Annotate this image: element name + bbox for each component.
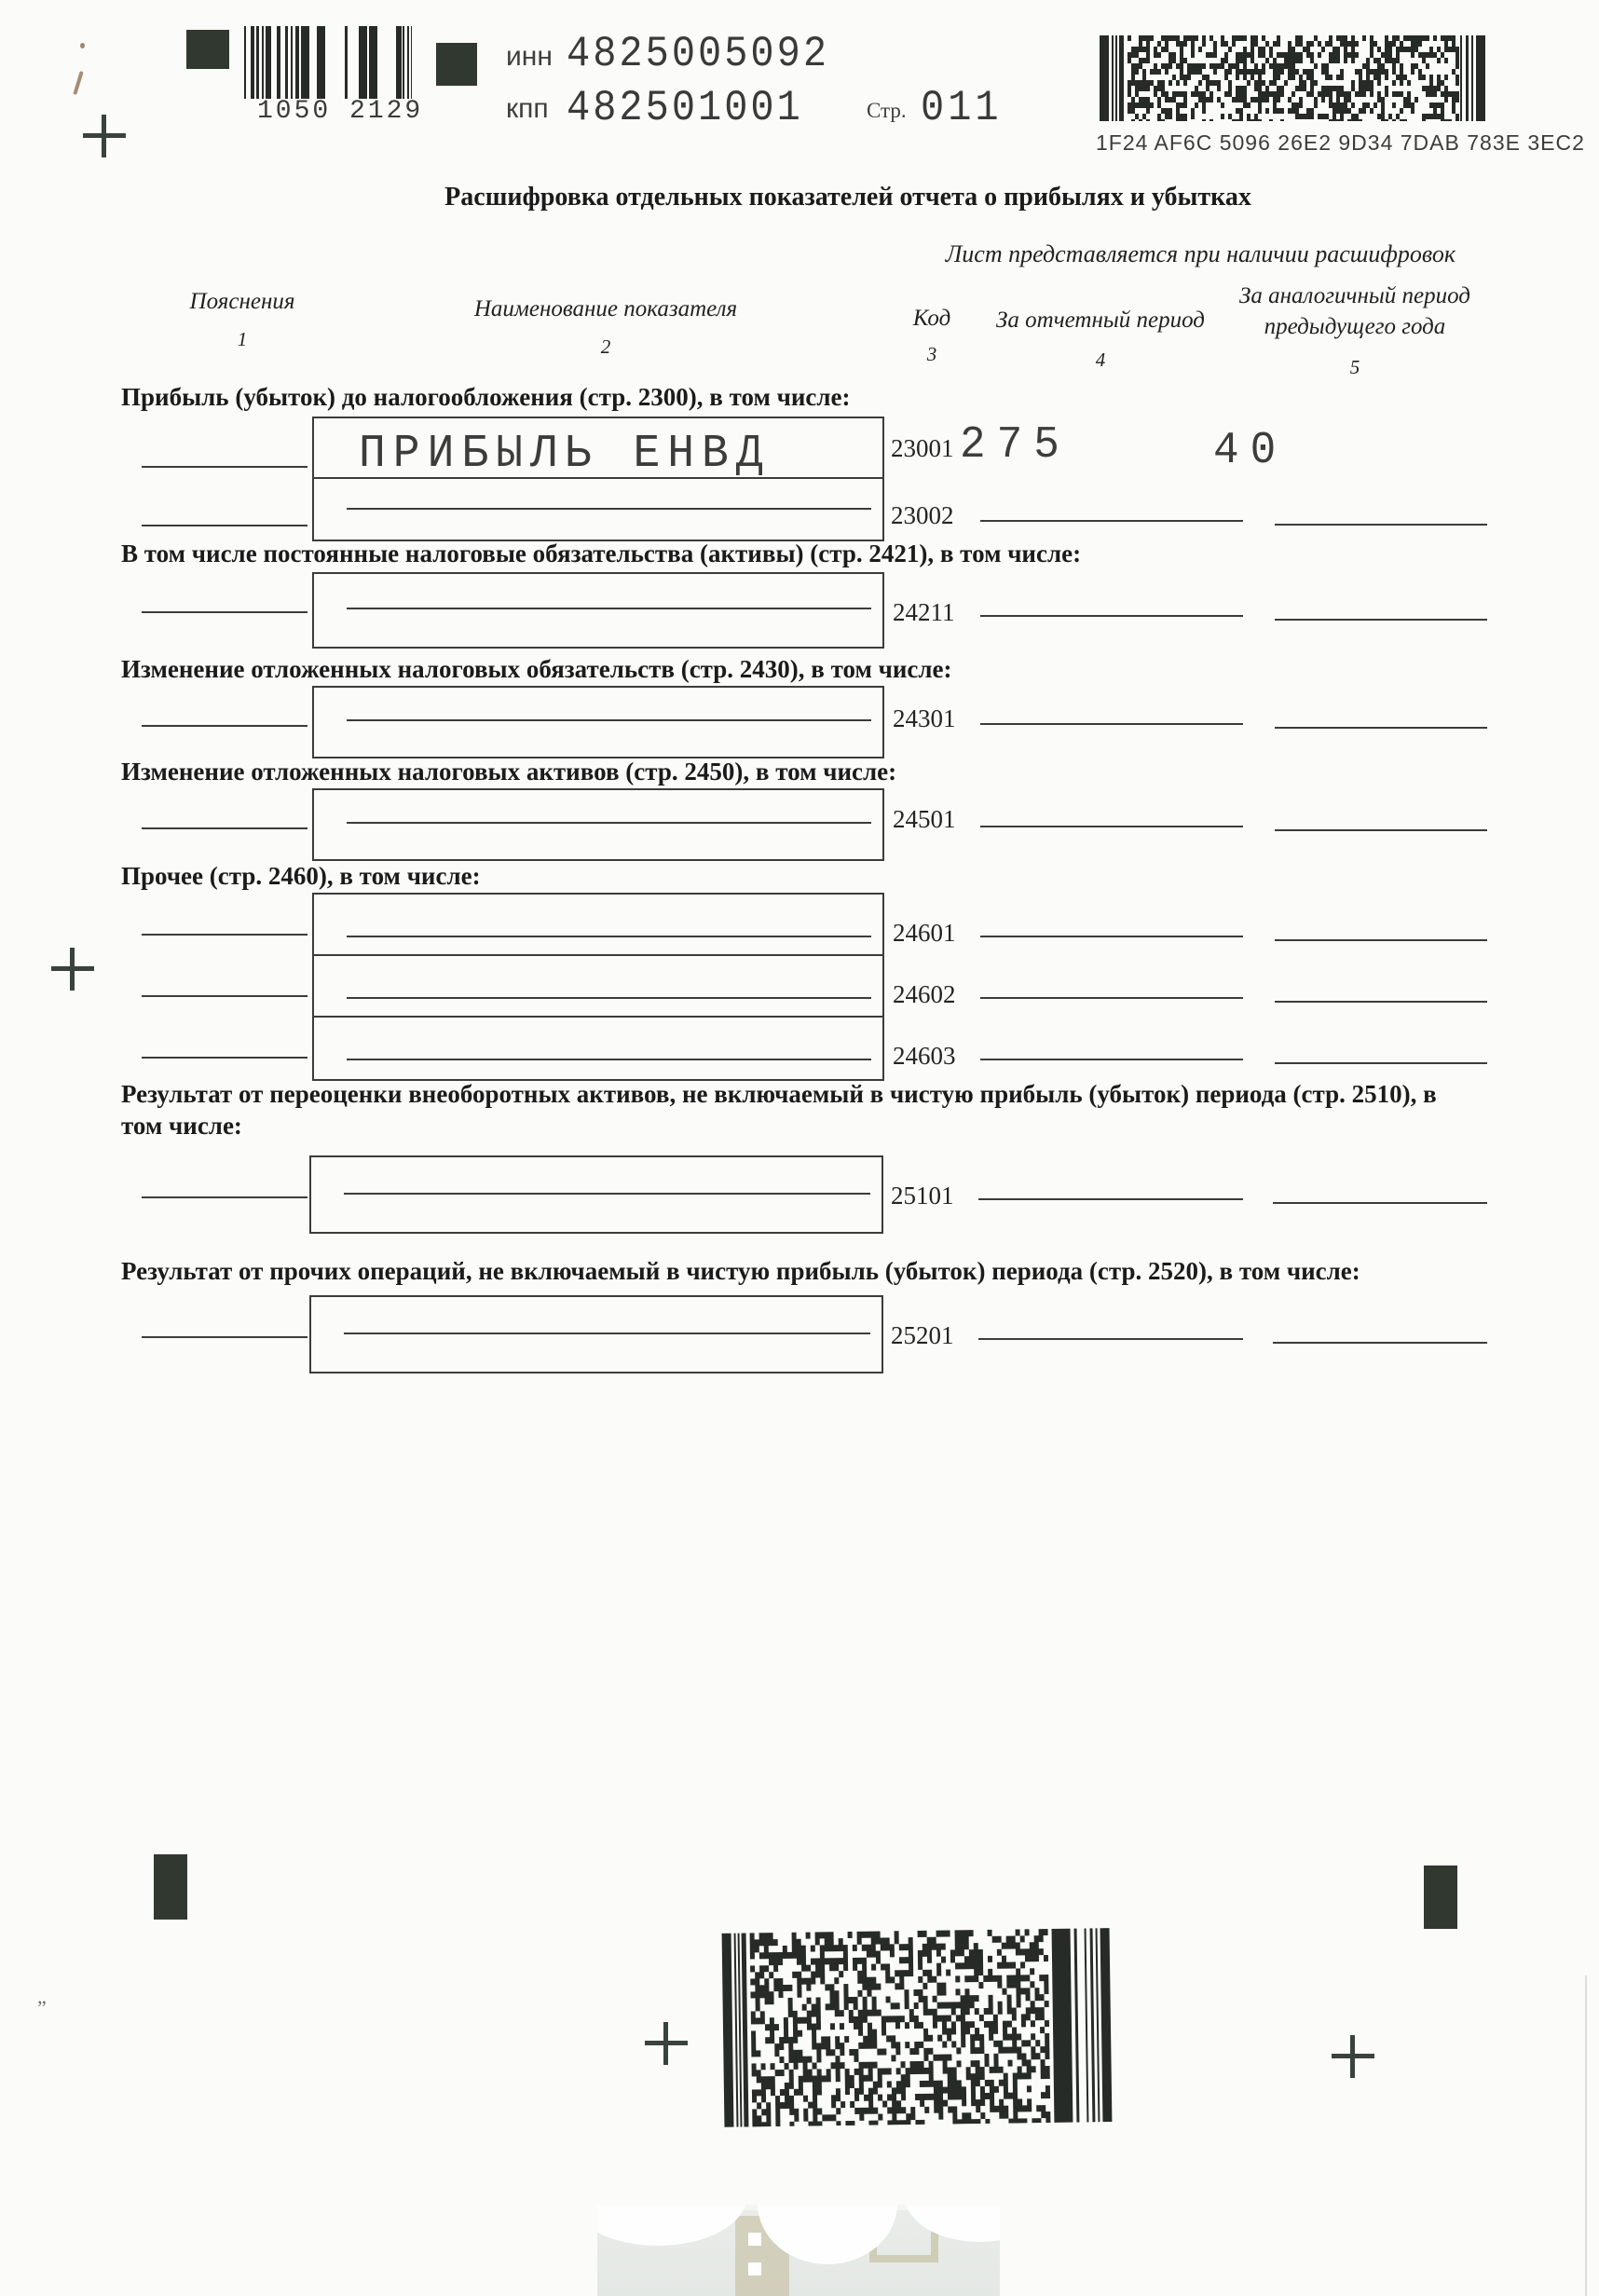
col-header-indicator-name: Наименование показателя: [473, 296, 738, 321]
name-underline-25101: [344, 1193, 870, 1195]
row-code-24501: 24501: [893, 805, 956, 833]
col-header-code: Код: [912, 306, 951, 331]
period-line-23002: [980, 520, 1243, 522]
page-note: Лист представляется при наличии расшифровок: [945, 240, 1456, 267]
name-underline-24211: [347, 608, 871, 609]
col-num-2: 2: [600, 335, 611, 358]
pdf417-barcode-top: [1100, 35, 1485, 121]
row-code-24211: 24211: [893, 598, 955, 626]
prior-line-24603: [1275, 1062, 1487, 1064]
explanation-line-24603: [142, 1057, 308, 1059]
name-field-box-2520: [309, 1295, 883, 1374]
page-number-label: Стр.: [867, 99, 907, 122]
section-header-2460: Прочее (стр. 2460), в том числе:: [121, 862, 481, 890]
inn-label: инн: [506, 41, 553, 72]
period-line-25201: [978, 1338, 1243, 1340]
explanation-line-25201: [142, 1336, 308, 1338]
name-underline-23002: [347, 508, 871, 510]
col-num-1: 1: [237, 328, 248, 350]
registration-square-right: [436, 43, 477, 86]
scan-smudge: [73, 71, 83, 95]
box-row-divider: [312, 1016, 884, 1018]
row-code-24601: 24601: [893, 919, 956, 947]
period-line-24603: [980, 1059, 1243, 1060]
crop-mark-plus-top-left: [83, 115, 126, 157]
name-field-box-2510: [309, 1155, 883, 1234]
name-field-box-2460: [312, 893, 884, 1081]
crop-mark-plus-bottom-left: [645, 2022, 688, 2065]
registration-bar-bottom-left: [154, 1854, 187, 1920]
name-underline-24602: [347, 997, 871, 999]
explanation-line-24601: [142, 934, 308, 936]
kpp-value: 482501001: [567, 83, 803, 133]
registration-bar-bottom-right: [1424, 1866, 1457, 1929]
section-header-2450: Изменение отложенных налоговых активов (стр. 2450), в том числе:: [121, 758, 897, 786]
col-header-prior-period: За аналогичный период предыдущего года: [1239, 283, 1470, 339]
section-header-2510: Результат от переоценки внеоборотных активов, не включаемый в чистую прибыль (убыток) периода (стр. 2510), в том числе:: [121, 1080, 1437, 1140]
row-code-25201: 25201: [891, 1321, 954, 1349]
crop-mark-plus-left: [51, 948, 94, 991]
inn-value: 4825005092: [567, 29, 830, 79]
name-underline-24603: [347, 1059, 871, 1060]
name-underline-24301: [347, 719, 871, 721]
period-line-24602: [980, 997, 1243, 999]
name-field-box-2421: [312, 572, 884, 649]
pdf417-barcode-bottom: [722, 1928, 1113, 2127]
section-header-2430: Изменение отложенных налоговых обязательств (стр. 2430), в том числе:: [121, 655, 952, 683]
artifact-white-blob: [597, 2205, 746, 2246]
name-field-box-2430: [312, 686, 884, 758]
box-row-divider: [312, 954, 884, 956]
period-line-24301: [980, 723, 1243, 725]
page-number-value: 011: [921, 83, 1003, 133]
crop-mark-plus-bottom-right: [1332, 2035, 1374, 2078]
explanation-line-23001: [142, 466, 308, 468]
kpp-label: кпп: [506, 93, 549, 124]
name-underline-24601: [347, 936, 871, 937]
box-row-divider: [312, 477, 884, 479]
period-value-23001: 275: [960, 419, 1071, 471]
prior-line-24602: [1275, 1001, 1487, 1003]
scan-speck: [80, 43, 85, 48]
prior-line-24301: [1275, 727, 1487, 729]
period-line-24501: [980, 826, 1243, 827]
prior-line-24501: [1275, 829, 1487, 831]
prior-line-25101: [1273, 1202, 1487, 1204]
col-header-explanations: Пояснения: [189, 289, 295, 314]
prior-line-24211: [1275, 619, 1487, 621]
section-header-2300: Прибыль (убыток) до налогообложения (стр. 2300), в том числе:: [121, 383, 851, 411]
col-header-reporting-period: За отчетный период: [996, 308, 1205, 333]
prior-line-24601: [1275, 939, 1487, 941]
section-header-2421: В том числе постоянные налоговые обязательства (активы) (стр. 2421), в том числе:: [121, 540, 1082, 567]
scan-speck-quote: ”: [37, 1996, 47, 2019]
form-barcode-1050-2129: [244, 26, 412, 99]
row-code-23001: 23001: [891, 434, 954, 462]
explanation-line-25101: [142, 1196, 308, 1198]
page-title: Расшифровка отдельных показателей отчета о прибылях и убытках: [444, 183, 1251, 212]
artifact-pattern-dot: [748, 2233, 761, 2246]
section-header-2520: Результат от прочих операций, не включаемый в чистую прибыль (убыток) периода (стр. 2520), в том числе:: [121, 1257, 1360, 1285]
explanation-line-23002: [142, 525, 308, 526]
row-code-24602: 24602: [893, 980, 956, 1008]
col-num-4: 4: [1095, 348, 1106, 371]
row-code-24301: 24301: [893, 704, 956, 732]
name-underline-25201: [344, 1332, 870, 1334]
prior-value-23001: 40: [1213, 425, 1288, 476]
prior-line-25201: [1273, 1342, 1487, 1344]
period-line-24601: [980, 936, 1243, 937]
explanation-line-24501: [142, 827, 308, 829]
artifact-pattern-dot: [748, 2262, 761, 2276]
registration-square-left: [186, 30, 229, 69]
next-page-scan-artifact: [597, 2205, 1000, 2296]
row-code-23002: 23002: [891, 501, 954, 529]
col-num-5: 5: [1349, 356, 1360, 378]
row-code-24603: 24603: [893, 1042, 956, 1070]
name-underline-24501: [347, 822, 871, 824]
explanation-line-24211: [142, 611, 308, 613]
name-field-box-2300: [312, 417, 884, 541]
scan-edge-shadow: [1585, 1975, 1587, 2296]
explanation-line-24602: [142, 995, 308, 997]
field-name-23001: ПРИБЫЛЬ ЕНВД: [359, 428, 771, 481]
name-field-box-2450: [312, 788, 884, 861]
explanation-line-24301: [142, 725, 308, 727]
col-num-3: 3: [926, 343, 937, 365]
form-barcode-number: 1050 2129: [257, 97, 424, 126]
prior-line-23002: [1275, 524, 1487, 526]
row-code-25101: 25101: [891, 1182, 954, 1210]
period-line-25101: [978, 1198, 1243, 1200]
period-line-24211: [980, 615, 1243, 617]
barcode-hex-string: 1F24 AF6C 5096 26E2 9D34 7DAB 783E 3EC2: [1096, 130, 1585, 155]
